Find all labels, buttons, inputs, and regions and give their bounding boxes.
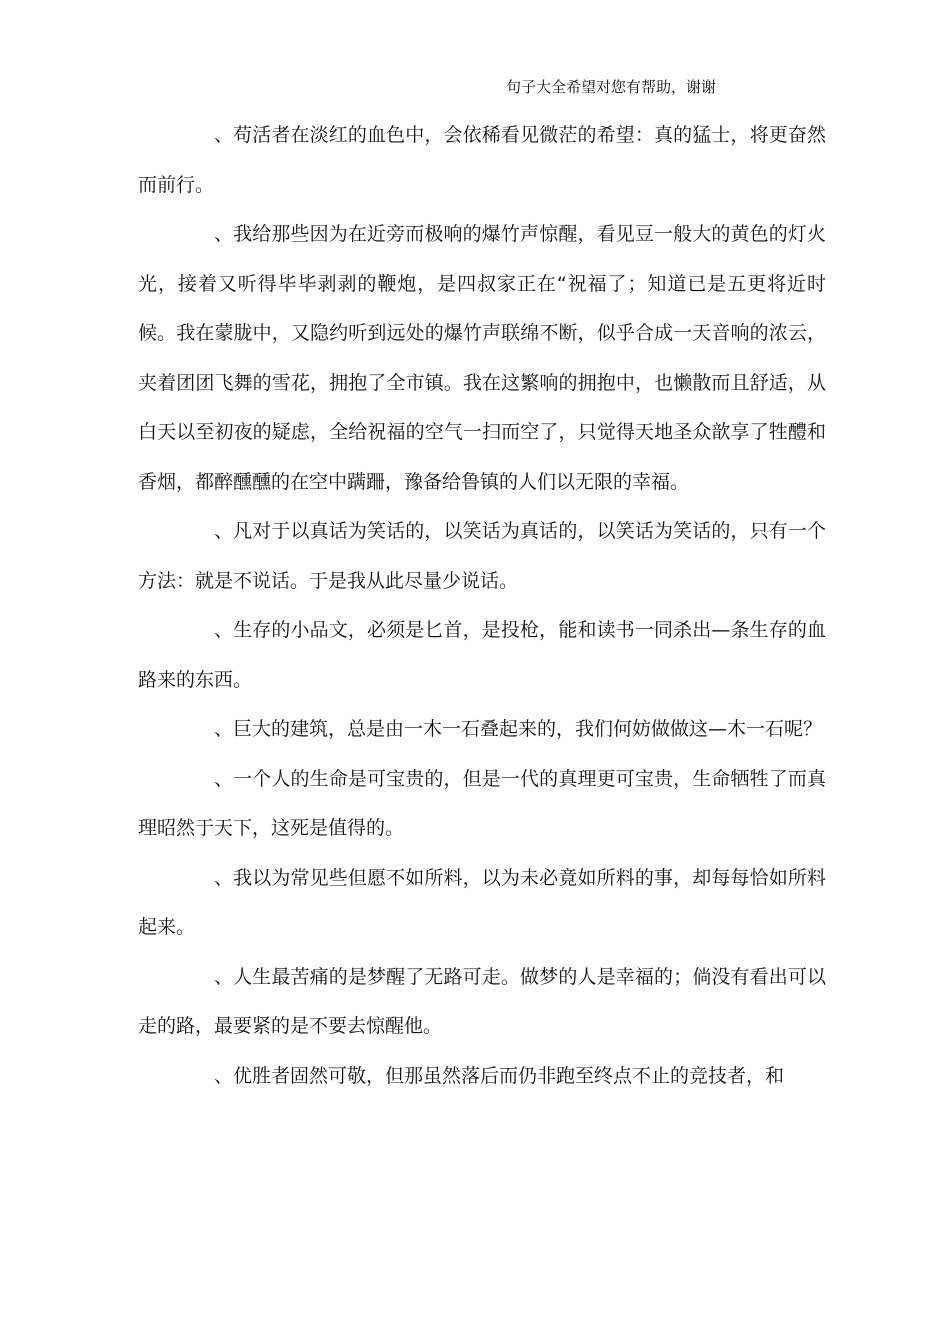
- paragraph-5: 、巨大的建筑，总是由一木一石叠起来的，我们何妨做做这—木一石呢？: [214, 718, 823, 740]
- document-body: [138, 111, 826, 1101]
- page-header: 句子大全希望对您有帮助，谢谢: [506, 78, 717, 96]
- paragraph-9: 、优胜者固然可敬，但那虽然落后而仍非跑至终点不止的竞技者，和: [214, 1064, 785, 1087]
- paragraph-4: 、生存的小品文，必须是匕首，是投枪，能和读书一同杀出—条生存的血路来的东西。: [138, 619, 826, 691]
- paragraph-6: 、一个人的生命是可宝贵的，但是一代的真理更可宝贵，生命牺牲了而真理昭然于天下，这死是值得的。: [138, 767, 826, 839]
- paragraph-8: 、人生最苦痛的是梦醒了无路可走。做梦的人是幸福的；倘没有看出可以走的路，最要紧的是不要去惊醒他。: [138, 965, 826, 1037]
- paragraph-2: 、我给那些因为在近旁而极响的爆竹声惊醒，看见豆一般大的黄色的灯火光，接着又听得毕毕剥剥的鞭炮，是四叔家正在“祝福了；知道已是五更将近时候。我在蒙胧中，又隐约听到远处的爆竹声联绵不断，似乎合成一天音响的浓云，夹着团团飞舞的雪花，拥抱了全市镇。我在这繁响的拥抱中，也懒散而且舒适，从白天以至初夜的疑虑，全给祝福的空气一扫而空了，只觉得天地圣众歆享了牲醴和香烟，都醉醺醺的在空中蹒跚，豫备给鲁镇的人们以无限的幸福。: [138, 223, 826, 493]
- paragraph-3: 、凡对于以真话为笑话的，以笑话为真话的，以笑话为笑话的，只有一个方法：就是不说话。于是我从此尽量少说话。: [138, 520, 826, 592]
- paragraph-7: 、我以为常见些但愿不如所料，以为未必竟如所料的事，却每每恰如所料起来。: [138, 866, 826, 938]
- paragraph-1: 、苟活者在淡红的血色中，会依稀看见微茫的希望：真的猛士，将更奋然而前行。: [138, 124, 826, 196]
